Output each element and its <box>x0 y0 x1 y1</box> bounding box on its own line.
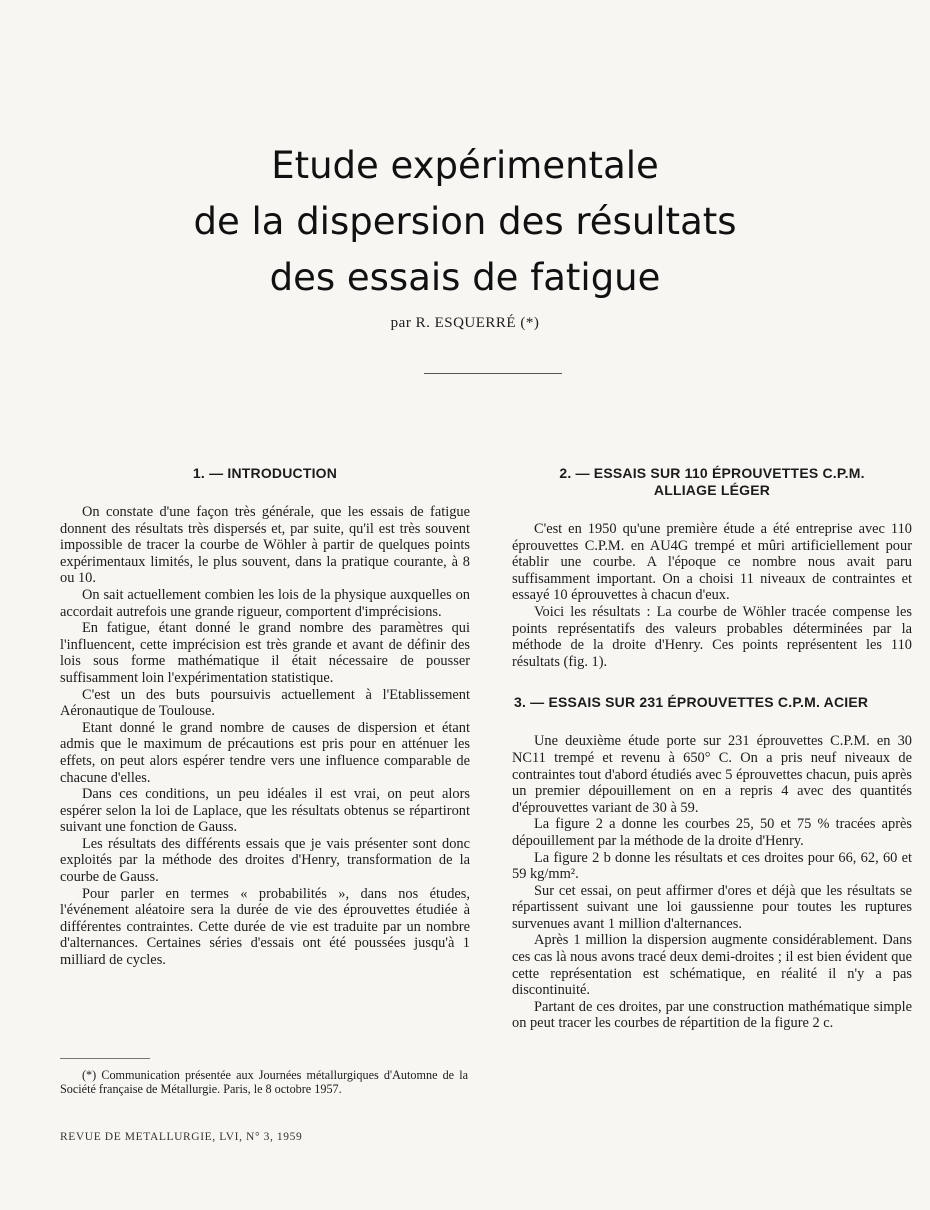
paragraph: Pour parler en termes « probabilités », dans nos études, l'événement aléatoire sera la durée de vie des éprouvettes étudiée à différentes contraintes. Cette durée de vie est traduite par un nombre d'alternances. Certaines séries d'essais ont été poussées jusqu'à 1 milliard de cycles. <box>60 885 470 969</box>
journal-reference: REVUE DE METALLURGIE, LVI, N° 3, 1959 <box>60 1131 303 1143</box>
footnote-divider <box>60 1058 150 1059</box>
title-divider <box>424 373 562 374</box>
paragraph: Les résultats des différents essais que je vais présenter sont donc exploités par la méthode des droites d'Henry, transformation de la courbe de Gauss. <box>60 835 470 886</box>
section-2-heading-line-1: 2. — ESSAIS SUR 110 ÉPROUVETTES C.P.M. <box>559 465 865 481</box>
paragraph: On constate d'une façon très générale, que les essais de fatigue donnent des résultats très dispersés et, par suite, qu'il est très souvent impossible de tracer la courbe de Wöhler à partir de quelques points expérimentaux limités, le plus souvent, dans la pratique courante, à 8 ou 10. <box>60 504 470 587</box>
title-line-2: de la dispersion des résultats <box>193 200 737 243</box>
paragraph: C'est un des buts poursuivis actuellement à l'Etablissement Aéronautique de Toulouse. <box>60 686 470 720</box>
section-2-heading <box>512 465 912 499</box>
article-title <box>120 138 810 306</box>
section-3-heading: 3. — ESSAIS SUR 231 ÉPROUVETTES C.P.M. ACIER <box>514 694 869 711</box>
paragraph: En fatigue, étant donné le grand nombre des paramètres qui l'influencent, cette imprécision est très grande et avant de définir des lois sous forme mathématique il était nécessaire de pousser suffisamment loin l'expérimentation statistique. <box>60 620 470 686</box>
left-column <box>60 465 470 969</box>
paragraph: Après 1 million la dispersion augmente considérablement. Dans ces cas là nous avons tracé deux demi-droites ; il est bien évident que cette représentation est schématique, en réalité il n'y a pas discontinuité. <box>512 932 912 999</box>
footnote: (*) Communication présentée aux Journées métallurgiques d'Automne de la Société française de Métallurgie. Paris, le 8 octobre 1957. <box>60 1068 468 1096</box>
paragraph: Partant de ces droites, par une construction mathématique simple on peut tracer les courbes de répartition de la figure 2 c. <box>512 998 912 1032</box>
paragraph: Sur cet essai, on peut affirmer d'ores et déjà que les résultats se répartissent suivant une loi gaussienne pour toutes les ruptures survenues avant 1 million d'alternances. <box>512 882 912 932</box>
paragraph: Etant donné le grand nombre de causes de dispersion et étant admis que le maximum de précautions est pris pour en atténuer les effets, on peut alors espérer tendre vers une influence comparable de chacune d'elles. <box>60 719 470 786</box>
title-line-1: Etude expérimentale <box>271 144 659 187</box>
author-line: par R. ESQUERRÉ (*) <box>390 315 540 331</box>
paragraph: C'est en 1950 qu'une première étude a été entreprise avec 110 éprouvettes C.P.M. en AU4G trempé et mûri artificiellement pour établir une courbe. A l'époque ce nombre nous avait paru suffisamment important. On a choisi 11 niveaux de contraintes et essayé 10 éprouvettes à chacun d'eux. <box>512 521 912 604</box>
paragraph: Voici les résultats : La courbe de Wöhler tracée compense les points représentatifs des valeurs probables déterminées par la méthode de la droite d'Henry. Ces points représentent les 110 résultats (fig. 1). <box>512 603 912 670</box>
paragraph: La figure 2 b donne les résultats et ces droites pour 66, 62, 60 et 59 kg/mm². <box>512 849 912 883</box>
paragraph: La figure 2 a donne les courbes 25, 50 et 75 % tracées après dépouillement par la méthode de la droite d'Henry. <box>512 816 912 849</box>
right-column <box>512 465 912 1032</box>
paragraph: Une deuxième étude porte sur 231 éprouvettes C.P.M. en 30 NC11 trempé et revenu à 650° C. On a pris neuf niveaux de contraintes tout d'abord étudiés avec 5 éprouvettes chacun, puis après un premier dépouillement on en a repris 4 avec des quantités d'éprouvettes variant de 30 à 59. <box>512 733 912 816</box>
section-1-heading: 1. — INTRODUCTION <box>192 465 338 481</box>
title-line-3: des essais de fatigue <box>269 256 661 299</box>
paragraph: On sait actuellement combien les lois de la physique auxquelles on accordait autrefois une grande rigueur, comportent d'imprécisions. <box>60 586 470 620</box>
section-2-heading-line-2: ALLIAGE LÉGER <box>653 482 771 498</box>
paragraph: Dans ces conditions, un peu idéales il est vrai, on peut alors espérer selon la loi de Laplace, que les résultats obtenus se répartiront suivant une fonction de Gauss. <box>60 786 470 836</box>
